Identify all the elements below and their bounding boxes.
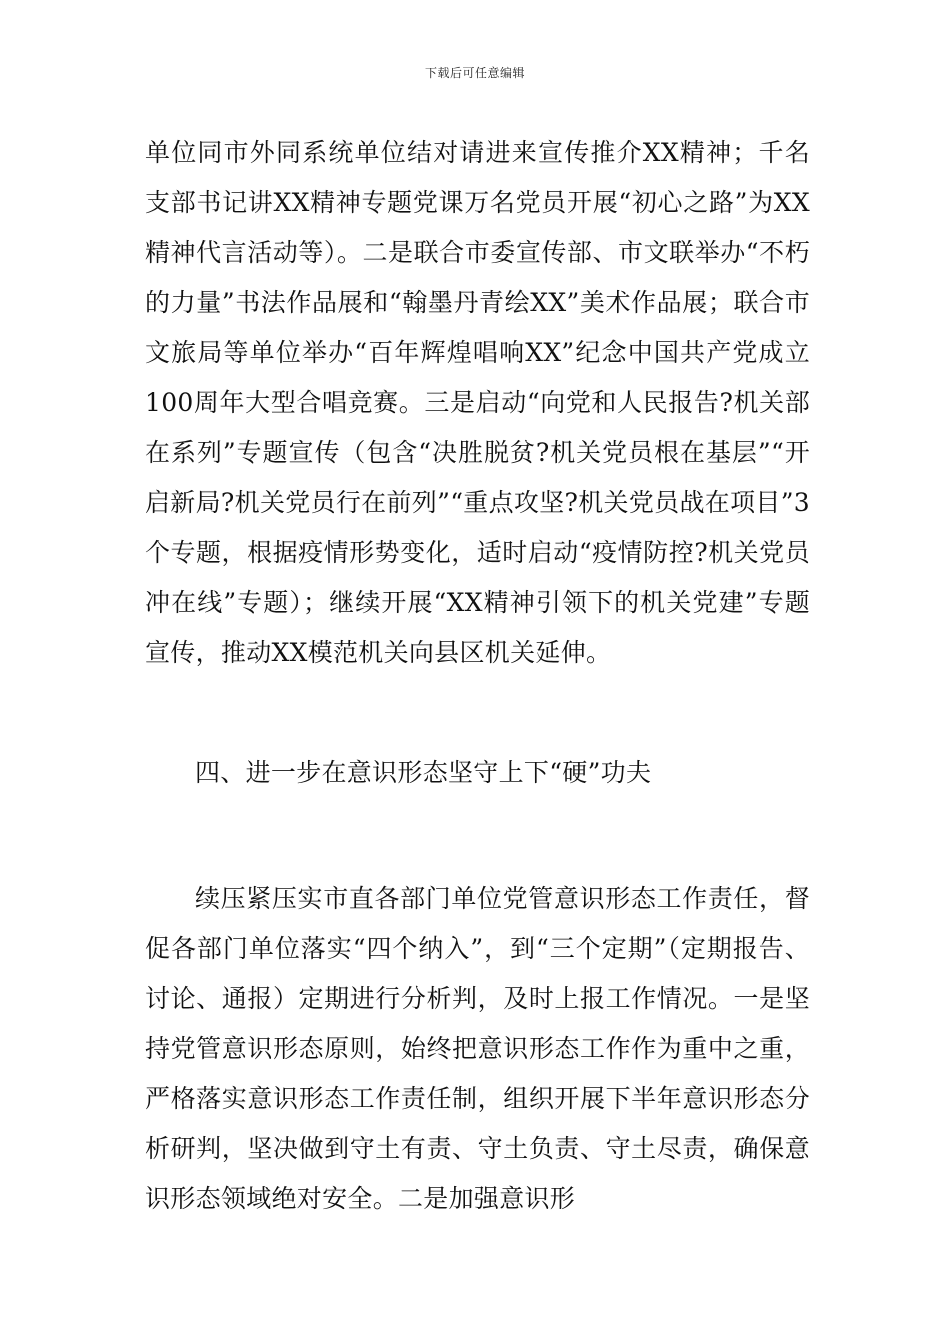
section-heading-block	[145, 748, 810, 798]
paragraph-block-1	[145, 128, 810, 678]
page-header-note: 下载后可任意编辑	[424, 66, 525, 80]
body-paragraph: 单位同市外同系统单位结对请进来宣传推介XX精神；千名支部书记讲XX精神专题党课万名党员开展“初心之路”为XX精神代言活动等）。二是联合市委宣传部、市文联举办“不朽的力量”书法作品展和“翰墨丹青绘XX”美术作品展；联合市文旅局等单位举办“百年辉煌唱响XX”纪念中国共产党成立100周年大型合唱竞赛。三是启动“向党和人民报告?机关部在系列”专题宣传（包含“决胜脱贫?机关党员根在基层”“开启新局?机关党员行在前列”“重点攻坚?机关党员战在项目”3个专题，根据疫情形势变化，适时启动“疫情防控?机关党员冲在线”专题）；继续开展“XX精神引领下的机关党建”专题宣传，推动XX模范机关向县区机关延伸。	[145, 138, 810, 667]
section-heading: 四、进一步在意识形态坚守上下“硬”功夫	[195, 758, 652, 787]
paragraph-block-2	[145, 874, 810, 1224]
body-paragraph: 续压紧压实市直各部门单位党管意识形态工作责任，督促各部门单位落实“四个纳入”，到“三个定期”（定期报告、讨论、通报）定期进行分析判，及时上报工作情况。一是坚持党管意识形态原则，始终把意识形态工作作为重中之重，严格落实意识形态工作责任制，组织开展下半年意识形态分析研判，坚决做到守土有责、守土负责、守土尽责，确保意识形态领域绝对安全。二是加强意识形	[145, 884, 810, 1213]
